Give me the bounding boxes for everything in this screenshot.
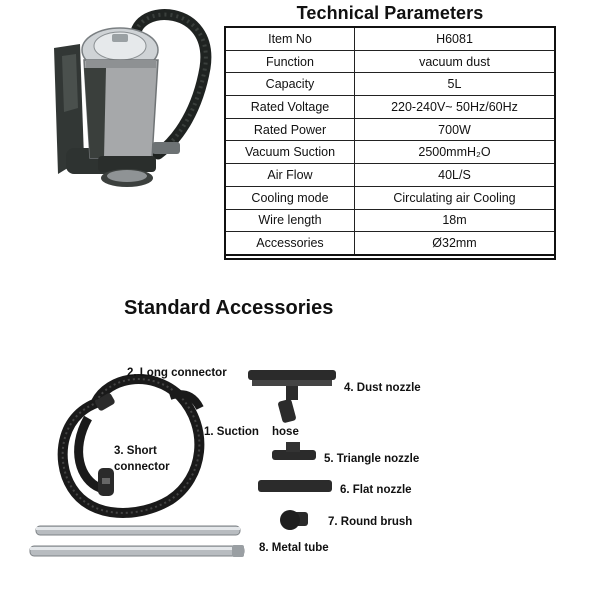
spec-label: Rated Power <box>225 118 355 141</box>
label-short-connector-line2: connector <box>114 461 170 473</box>
spec-value: H6081 <box>355 27 556 50</box>
label-round-brush: 7. Round brush <box>328 516 413 528</box>
standard-accessories-title: Standard Accessories <box>124 297 334 319</box>
round-brush-image <box>280 510 308 530</box>
spec-value: 5L <box>355 73 556 96</box>
triangle-nozzle-image <box>272 442 316 460</box>
flat-nozzle-image <box>258 480 332 492</box>
label-flat-nozzle: 6. Flat nozzle <box>340 484 412 496</box>
spec-label: Wire length <box>225 209 355 232</box>
label-dust-nozzle: 4. Dust nozzle <box>344 382 421 394</box>
spec-value: 700W <box>355 118 556 141</box>
spec-label: Vacuum Suction <box>225 141 355 164</box>
spec-label: Rated Voltage <box>225 96 355 119</box>
spec-label: Accessories <box>225 232 355 255</box>
spec-value: 18m <box>355 209 556 232</box>
spec-label: Function <box>225 50 355 73</box>
spec-value: Ø32mm <box>355 232 556 255</box>
spec-value: 40L/S <box>355 164 556 187</box>
spec-table-border <box>224 26 556 260</box>
spec-value: 220-240V~ 50Hz/60Hz <box>355 96 556 119</box>
label-long-connector: 2. Long connector <box>127 367 227 379</box>
label-hose: hose <box>272 426 299 438</box>
spec-value: Circulating air Cooling <box>355 186 556 209</box>
label-short-connector-line1: 3. Short <box>114 445 157 457</box>
spec-value: vacuum dust <box>355 50 556 73</box>
spec-label: Cooling mode <box>225 186 355 209</box>
dust-nozzle-image <box>248 370 336 423</box>
accessories-illustration <box>0 360 600 600</box>
technical-parameters-title: Technical Parameters <box>296 3 484 23</box>
spec-label: Air Flow <box>225 164 355 187</box>
spec-value: 2500mmH₂O <box>355 141 556 164</box>
label-triangle-nozzle: 5. Triangle nozzle <box>324 453 420 465</box>
metal-tube-image <box>30 526 244 557</box>
label-metal-tube: 8. Metal tube <box>259 542 329 554</box>
spec-label: Item No <box>225 27 355 50</box>
backpack-vacuum-image <box>40 8 220 196</box>
label-suction: 1. Suction <box>204 426 259 438</box>
spec-label: Capacity <box>225 73 355 96</box>
short-connector-image <box>98 468 114 496</box>
